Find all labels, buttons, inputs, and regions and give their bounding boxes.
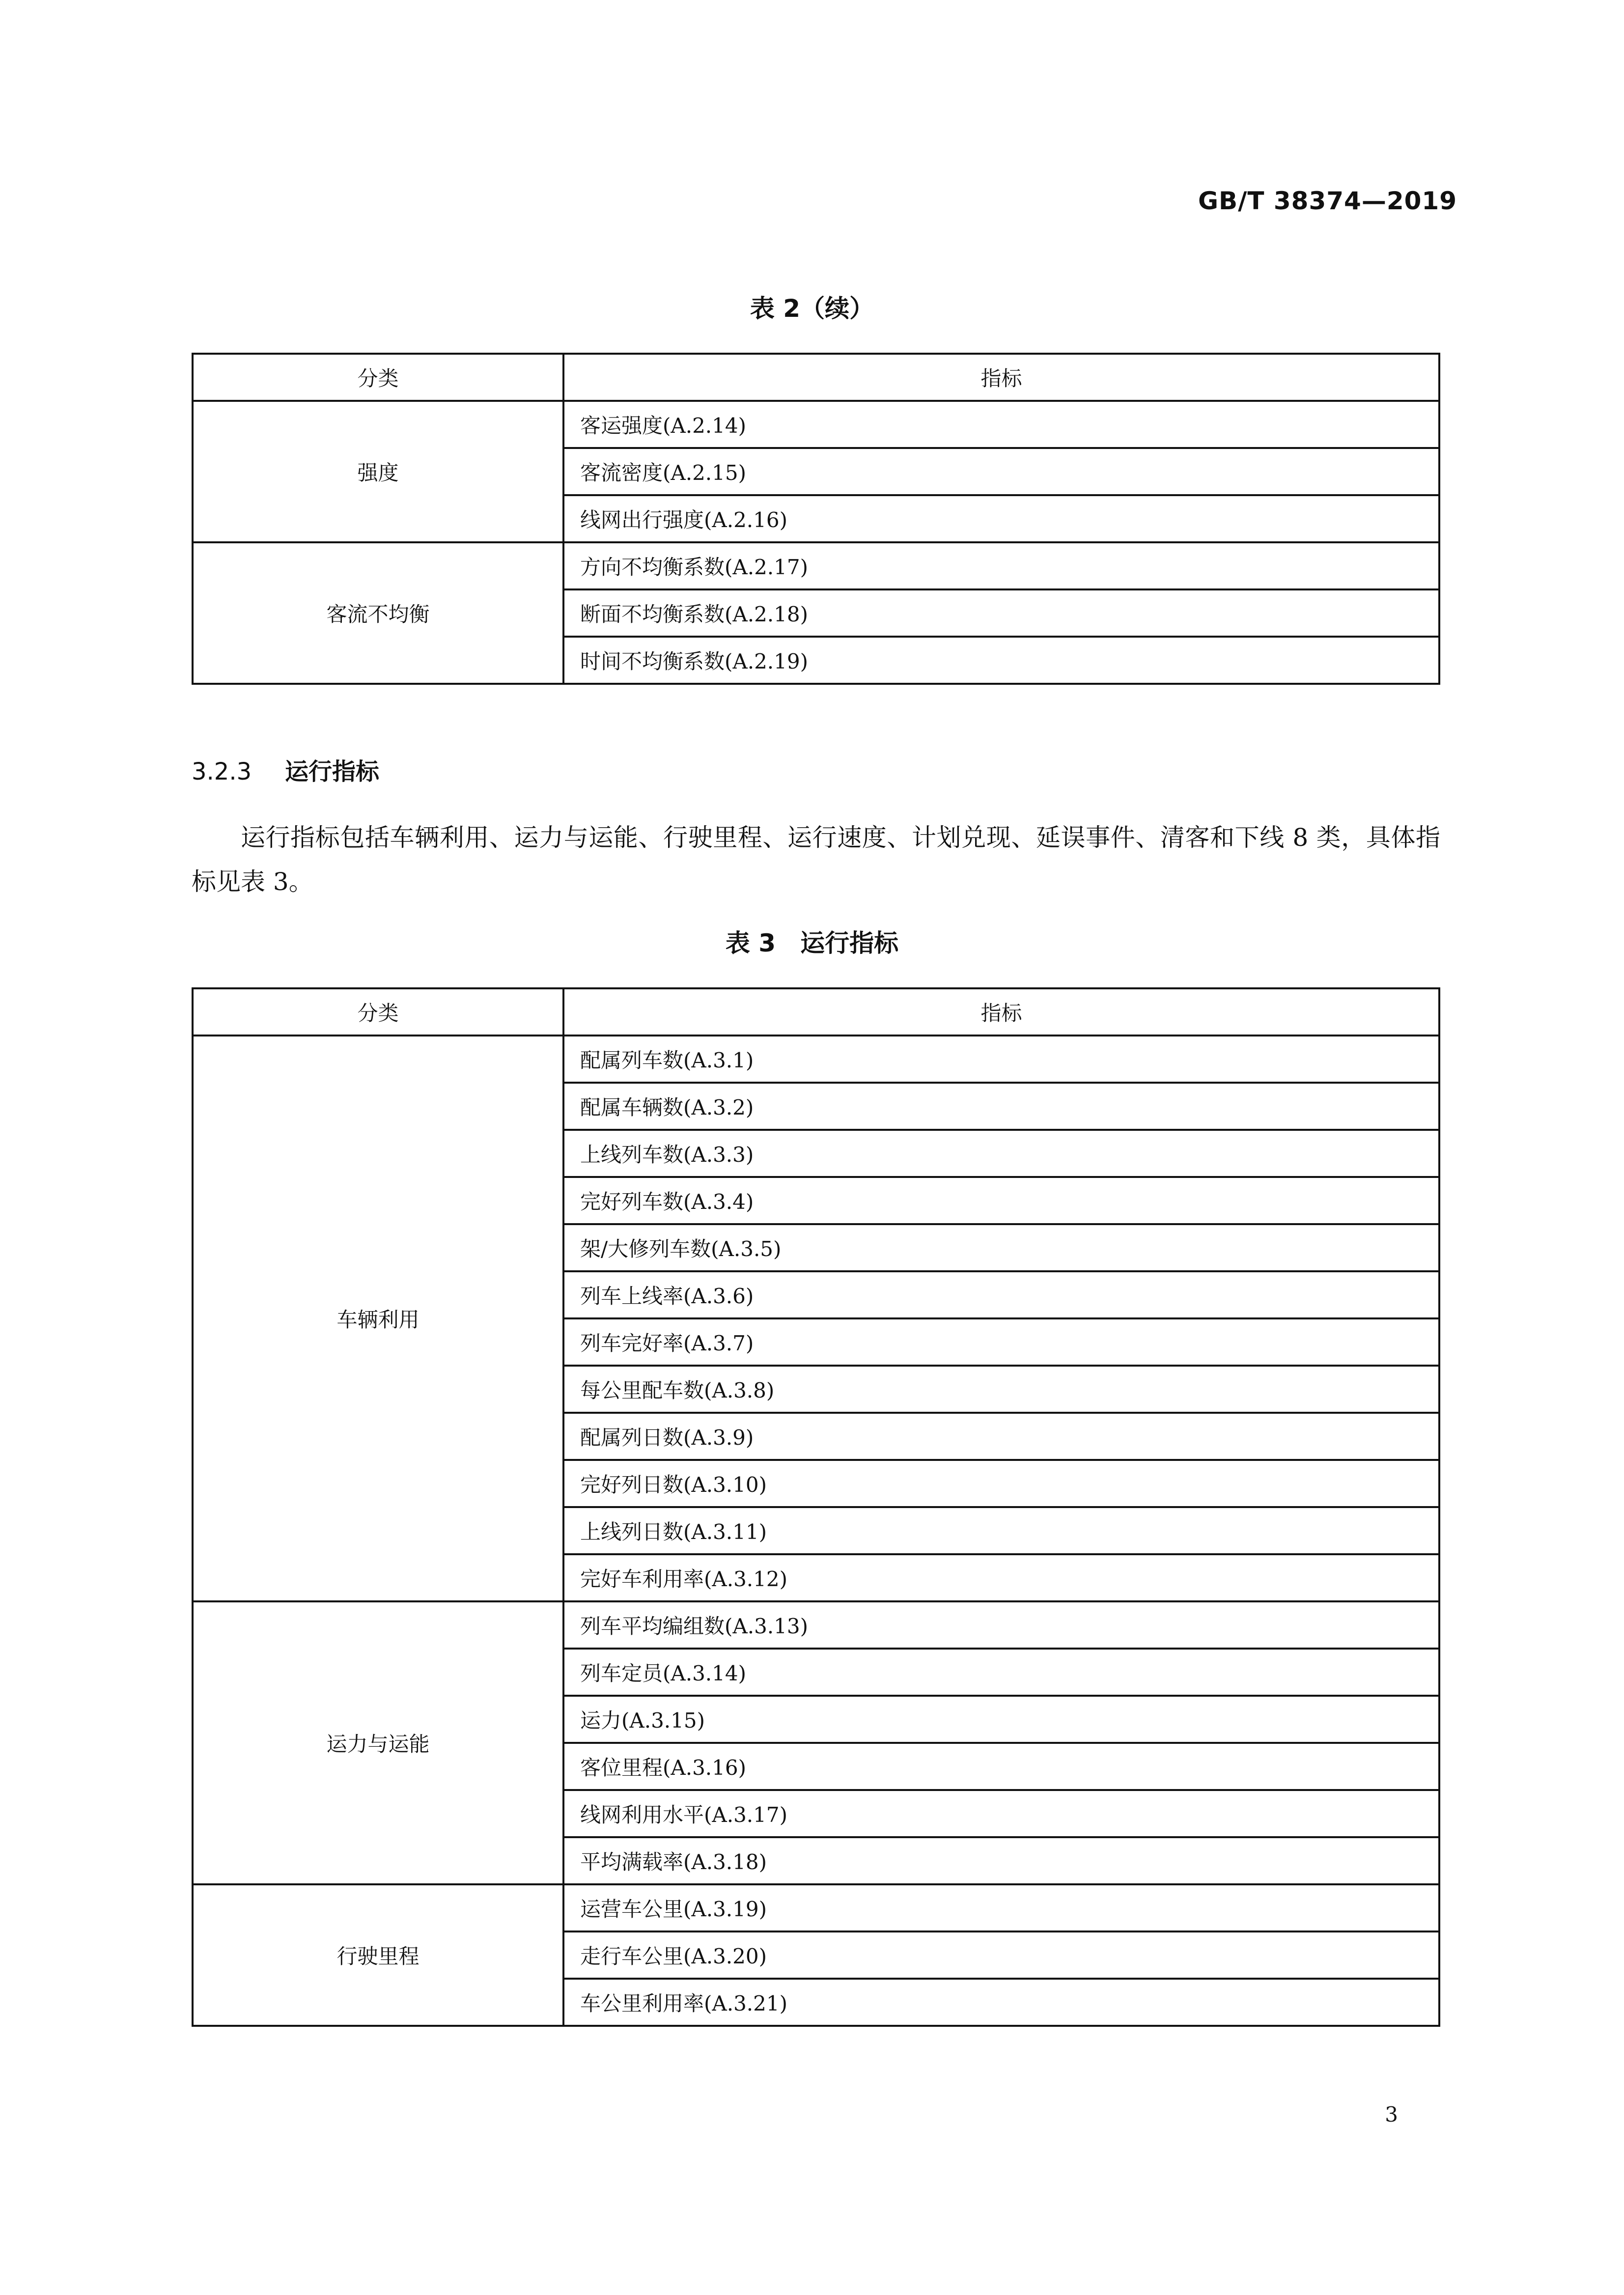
indicator-cell: 每公里配车数(A.3.8) bbox=[563, 1366, 1439, 1413]
indicator-cell: 完好列日数(A.3.10) bbox=[563, 1460, 1439, 1507]
indicator-cell: 车公里利用率(A.3.21) bbox=[563, 1979, 1439, 2026]
category-cell: 客流不均衡 bbox=[193, 542, 563, 684]
indicator-cell: 配属列车数(A.3.1) bbox=[563, 1036, 1439, 1083]
indicator-cell: 断面不均衡系数(A.2.18) bbox=[563, 589, 1439, 637]
table3-body bbox=[193, 1036, 1439, 2026]
table-header-row bbox=[193, 354, 1439, 401]
indicator-cell: 时间不均衡系数(A.2.19) bbox=[563, 637, 1439, 684]
section-paragraph: 运行指标包括车辆利用、运力与运能、行驶里程、运行速度、计划兑现、延误事件、清客和下线 8 类，具体指标见表 3。 bbox=[192, 823, 1440, 896]
indicator-cell: 走行车公里(A.3.20) bbox=[563, 1931, 1439, 1979]
indicator-cell: 配属列日数(A.3.9) bbox=[563, 1413, 1439, 1460]
indicator-cell: 列车完好率(A.3.7) bbox=[563, 1318, 1439, 1366]
indicator-cell: 架/大修列车数(A.3.5) bbox=[563, 1224, 1439, 1271]
indicator-cell: 上线列日数(A.3.11) bbox=[563, 1507, 1439, 1554]
indicator-cell: 列车定员(A.3.14) bbox=[563, 1649, 1439, 1696]
section-heading bbox=[192, 753, 379, 786]
indicator-cell: 运营车公里(A.3.19) bbox=[563, 1884, 1439, 1931]
col-header-category: 分类 bbox=[193, 354, 563, 401]
indicator-cell: 上线列车数(A.3.3) bbox=[563, 1130, 1439, 1177]
table-row bbox=[193, 1601, 1439, 1649]
table-row bbox=[193, 1036, 1439, 1083]
indicator-cell: 完好车利用率(A.3.12) bbox=[563, 1554, 1439, 1601]
col-header-category: 分类 bbox=[193, 988, 563, 1036]
indicator-cell: 线网利用水平(A.3.17) bbox=[563, 1790, 1439, 1837]
page-number: 3 bbox=[1385, 2102, 1398, 2127]
indicator-cell: 线网出行强度(A.2.16) bbox=[563, 495, 1439, 542]
indicator-cell: 平均满载率(A.3.18) bbox=[563, 1837, 1439, 1884]
table-2 bbox=[192, 353, 1440, 685]
table2-caption: 表 2（续） bbox=[750, 294, 874, 323]
col-header-indicator: 指标 bbox=[563, 988, 1439, 1036]
section-title: 运行指标 bbox=[285, 758, 380, 785]
category-cell: 行驶里程 bbox=[193, 1884, 563, 2026]
indicator-cell: 客运强度(A.2.14) bbox=[563, 401, 1439, 448]
table-row bbox=[193, 542, 1439, 589]
table-header-row bbox=[193, 988, 1439, 1036]
table3-caption: 表 3 运行指标 bbox=[725, 929, 899, 957]
indicator-cell: 客位里程(A.3.16) bbox=[563, 1743, 1439, 1790]
table2-body bbox=[193, 401, 1439, 684]
indicator-cell: 客流密度(A.2.15) bbox=[563, 448, 1439, 495]
category-cell: 车辆利用 bbox=[193, 1036, 563, 1601]
indicator-cell: 列车平均编组数(A.3.13) bbox=[563, 1601, 1439, 1649]
standard-number: GB/T 38374—2019 bbox=[1198, 187, 1457, 215]
table-row bbox=[193, 401, 1439, 448]
table-row bbox=[193, 1884, 1439, 1931]
category-cell: 运力与运能 bbox=[193, 1601, 563, 1884]
indicator-cell: 方向不均衡系数(A.2.17) bbox=[563, 542, 1439, 589]
indicator-cell: 配属车辆数(A.3.2) bbox=[563, 1083, 1439, 1130]
col-header-indicator: 指标 bbox=[563, 354, 1439, 401]
indicator-cell: 运力(A.3.15) bbox=[563, 1696, 1439, 1743]
indicator-cell: 完好列车数(A.3.4) bbox=[563, 1177, 1439, 1224]
section-number: 3.2.3 bbox=[192, 758, 252, 785]
category-cell: 强度 bbox=[193, 401, 563, 542]
indicator-cell: 列车上线率(A.3.6) bbox=[563, 1271, 1439, 1318]
table-3 bbox=[192, 987, 1440, 2027]
